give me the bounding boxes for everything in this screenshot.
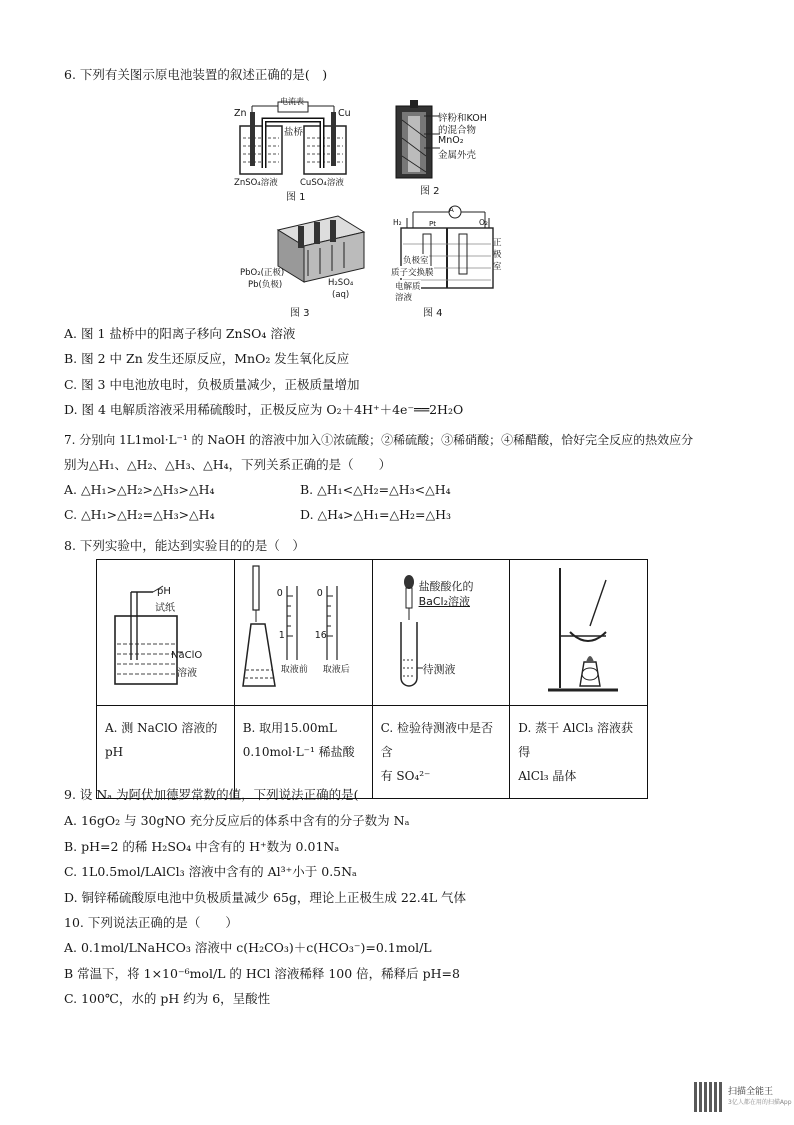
fig3-pbo2-label: PbO₂(正极) bbox=[240, 268, 285, 278]
q7-option-d: D. △H₄>△H₁=△H₂=△H₃ bbox=[300, 507, 452, 522]
q10-option-b: B 常温下，将 1×10⁻⁶mol/L 的 HCl 溶液稀释 100 倍，稀释后 pH=8 bbox=[64, 966, 460, 981]
figure-1-daniell-cell bbox=[234, 97, 354, 203]
q8c-bacl2-label: BaCl₂溶液 bbox=[418, 595, 470, 608]
q8b-before-label: 取液前 bbox=[280, 665, 308, 675]
q6-option-b: B. 图 2 中 Zn 发生还原反应，MnO₂ 发生氧化反应 bbox=[64, 351, 350, 366]
scanner-tagline: 3亿人都在用的扫描App bbox=[728, 1099, 792, 1106]
q8-cell-c-text bbox=[372, 706, 510, 799]
q7-option-c: C. △H₁>△H₂=△H₃>△H₄ bbox=[64, 507, 215, 522]
q9-option-b: B. pH=2 的稀 H₂SO₄ 中含有的 H⁺数为 0.01Nₐ bbox=[64, 839, 340, 854]
q8b-text-2: 0.10mol·L⁻¹ 稀盐酸 bbox=[242, 745, 355, 759]
fig1-right-solution: CuSO₄溶液 bbox=[300, 178, 344, 188]
q8b-after-label: 取液后 bbox=[322, 665, 350, 675]
q8d-text-2: AlCl₃ 晶体 bbox=[518, 769, 577, 783]
q8c-text-2: 有 SO₄²⁻ bbox=[380, 769, 431, 783]
fig4-pt-label: Pt bbox=[429, 220, 436, 228]
q8-cell-a-figure bbox=[97, 560, 235, 706]
q8-cell-c-figure bbox=[372, 560, 510, 706]
q8c-test-solution-label: 待测液 bbox=[422, 663, 456, 676]
q8b-text-1: B. 取用15.00mL bbox=[242, 721, 337, 735]
q8a-solution-label: 溶液 bbox=[177, 668, 197, 679]
figure-3-lead-acid-battery bbox=[240, 210, 370, 320]
fig2-label-shell: 金属外壳 bbox=[438, 150, 477, 161]
q7-stem-line-2: 别为△H₁、△H₂、△H₃、△H₄，下列关系正确的是（ ） bbox=[64, 457, 392, 472]
fig4-cathode-label-3: 室 bbox=[493, 262, 502, 272]
q6-option-a: A. 图 1 盐桥中的阳离子移向 ZnSO₄ 溶液 bbox=[64, 326, 296, 341]
q8-cell-a-text bbox=[97, 706, 235, 799]
fig2-label-mixture: 的混合物 bbox=[438, 125, 477, 136]
q8b-tick-1: 1 bbox=[278, 630, 285, 641]
q8b-tick-0-left: 0 bbox=[276, 588, 283, 599]
fig4-electrolyte-label-2: 溶液 bbox=[395, 293, 413, 303]
fig1-left-solution: ZnSO₄溶液 bbox=[234, 178, 278, 188]
q8c-text-1: C. 检验待测液中是否含 bbox=[380, 721, 493, 759]
fig4-anode-label: 负极室 bbox=[403, 256, 429, 266]
q8-stem: 8. 下列实验中，能达到实验目的的是（ ） bbox=[64, 538, 305, 553]
fig4-meter-label: A bbox=[449, 206, 454, 214]
fig1-zn-label: Zn bbox=[234, 108, 247, 119]
q8b-tick-0-right: 0 bbox=[316, 588, 323, 599]
q6-option-c: C. 图 3 中电池放电时，负极质量减少，正极质量增加 bbox=[64, 377, 360, 392]
q8-cell-b-text bbox=[234, 706, 372, 799]
fig4-o2-label: O₂ bbox=[479, 218, 488, 227]
fig1-cu-label: Cu bbox=[338, 108, 351, 119]
figure-4-fuel-cell bbox=[393, 204, 503, 320]
q7-stem-line-1: 7. 分别向 1L1mol·L⁻¹ 的 NaOH 的溶液中加入①浓硫酸；②稀硫酸；③稀硝酸；④稀醋酸，恰好完全反应的热效应分 bbox=[64, 433, 694, 447]
q10-option-c: C. 100℃，水的 pH 约为 6，呈酸性 bbox=[64, 991, 271, 1006]
fig1-caption: 图 1 bbox=[286, 192, 306, 203]
q8b-tick-16: 16 bbox=[314, 630, 327, 641]
fig1-meter-label: 电流表 bbox=[280, 97, 304, 106]
ph-paper-beaker-drawing bbox=[97, 560, 235, 706]
q8a-naclo-label: NaClO bbox=[171, 650, 203, 661]
fig3-pb-label: Pb(负极) bbox=[248, 280, 283, 290]
fig4-caption: 图 4 bbox=[423, 308, 443, 319]
q9-option-c: C. 1L0.5mol/LAlCl₃ 溶液中含有的 Al³⁺小于 0.5Nₐ bbox=[64, 864, 357, 879]
q9-stem: 9. 设 Nₐ 为阿伏加德罗常数的值，下列说法正确的是( bbox=[64, 787, 359, 802]
q6-stem: 6. 下列有关图示原电池装置的叙述正确的是( ) bbox=[64, 67, 328, 82]
q8a-text-2: pH bbox=[105, 745, 124, 759]
burette-flask-drawing bbox=[235, 560, 373, 706]
q8-cell-d-text bbox=[510, 706, 648, 799]
fig2-label-zinc: 锌粉和KOH bbox=[438, 113, 487, 124]
fig4-cathode-label-2: 极 bbox=[493, 250, 502, 260]
q8c-acidified-label: 盐酸酸化的 bbox=[418, 580, 474, 593]
fig3-acid-label: H₂SO₄ bbox=[328, 278, 354, 288]
fig4-h2-label: H₂ bbox=[393, 218, 402, 227]
figure-2-dry-cell bbox=[390, 98, 510, 197]
q10-stem: 10. 下列说法正确的是（ ） bbox=[64, 915, 238, 930]
q9-option-d: D. 铜锌稀硫酸原电池中负极质量减少 65g，理论上正极生成 22.4L 气体 bbox=[64, 890, 466, 905]
q8-cell-d-figure bbox=[510, 560, 648, 706]
q8-experiment-table bbox=[96, 559, 648, 799]
fig2-label-mno2: MnO₂ bbox=[438, 135, 464, 146]
q8-cell-b-figure bbox=[234, 560, 372, 706]
fig2-caption: 图 2 bbox=[420, 186, 440, 197]
q8a-paper-label: 试纸 bbox=[155, 603, 175, 614]
evaporation-stand-drawing bbox=[510, 560, 648, 706]
q9-option-a: A. 16gO₂ 与 30gNO 充分反应后的体系中含有的分子数为 Nₐ bbox=[64, 813, 410, 828]
qr-code-icon bbox=[694, 1082, 724, 1112]
scanner-brand: 扫描全能王 bbox=[728, 1087, 774, 1097]
fig4-membrane-label: 质子交换膜 bbox=[391, 268, 434, 278]
daniell-cell-drawing bbox=[234, 98, 354, 178]
fig4-electrolyte-label: 电解质 bbox=[395, 282, 421, 292]
fig1-bridge-label: 盐桥 bbox=[284, 127, 304, 138]
fig4-cathode-label-1: 正 bbox=[493, 238, 502, 248]
fig3-caption: 图 3 bbox=[290, 308, 310, 319]
q10-option-a: A. 0.1mol/LNaHCO₃ 溶液中 c(H₂CO₃)＋c(HCO₃⁻)=0.1mol/L bbox=[64, 940, 432, 955]
q7-option-b: B. △H₁<△H₂=△H₃<△H₄ bbox=[300, 482, 451, 497]
q6-option-d: D. 图 4 电解质溶液采用稀硫酸时，正极反应为 O₂＋4H⁺＋4e⁻══2H₂O bbox=[64, 402, 464, 417]
q8a-ph-label: pH bbox=[157, 586, 171, 597]
q8d-text-1: D. 蒸干 AlCl₃ 溶液获得 bbox=[518, 721, 634, 759]
q8a-text-1: A. 测 NaClO 溶液的 bbox=[105, 721, 218, 735]
q7-option-a: A. △H₁>△H₂>△H₃>△H₄ bbox=[64, 482, 215, 497]
fig3-acid-aq-label: (aq) bbox=[332, 290, 350, 300]
